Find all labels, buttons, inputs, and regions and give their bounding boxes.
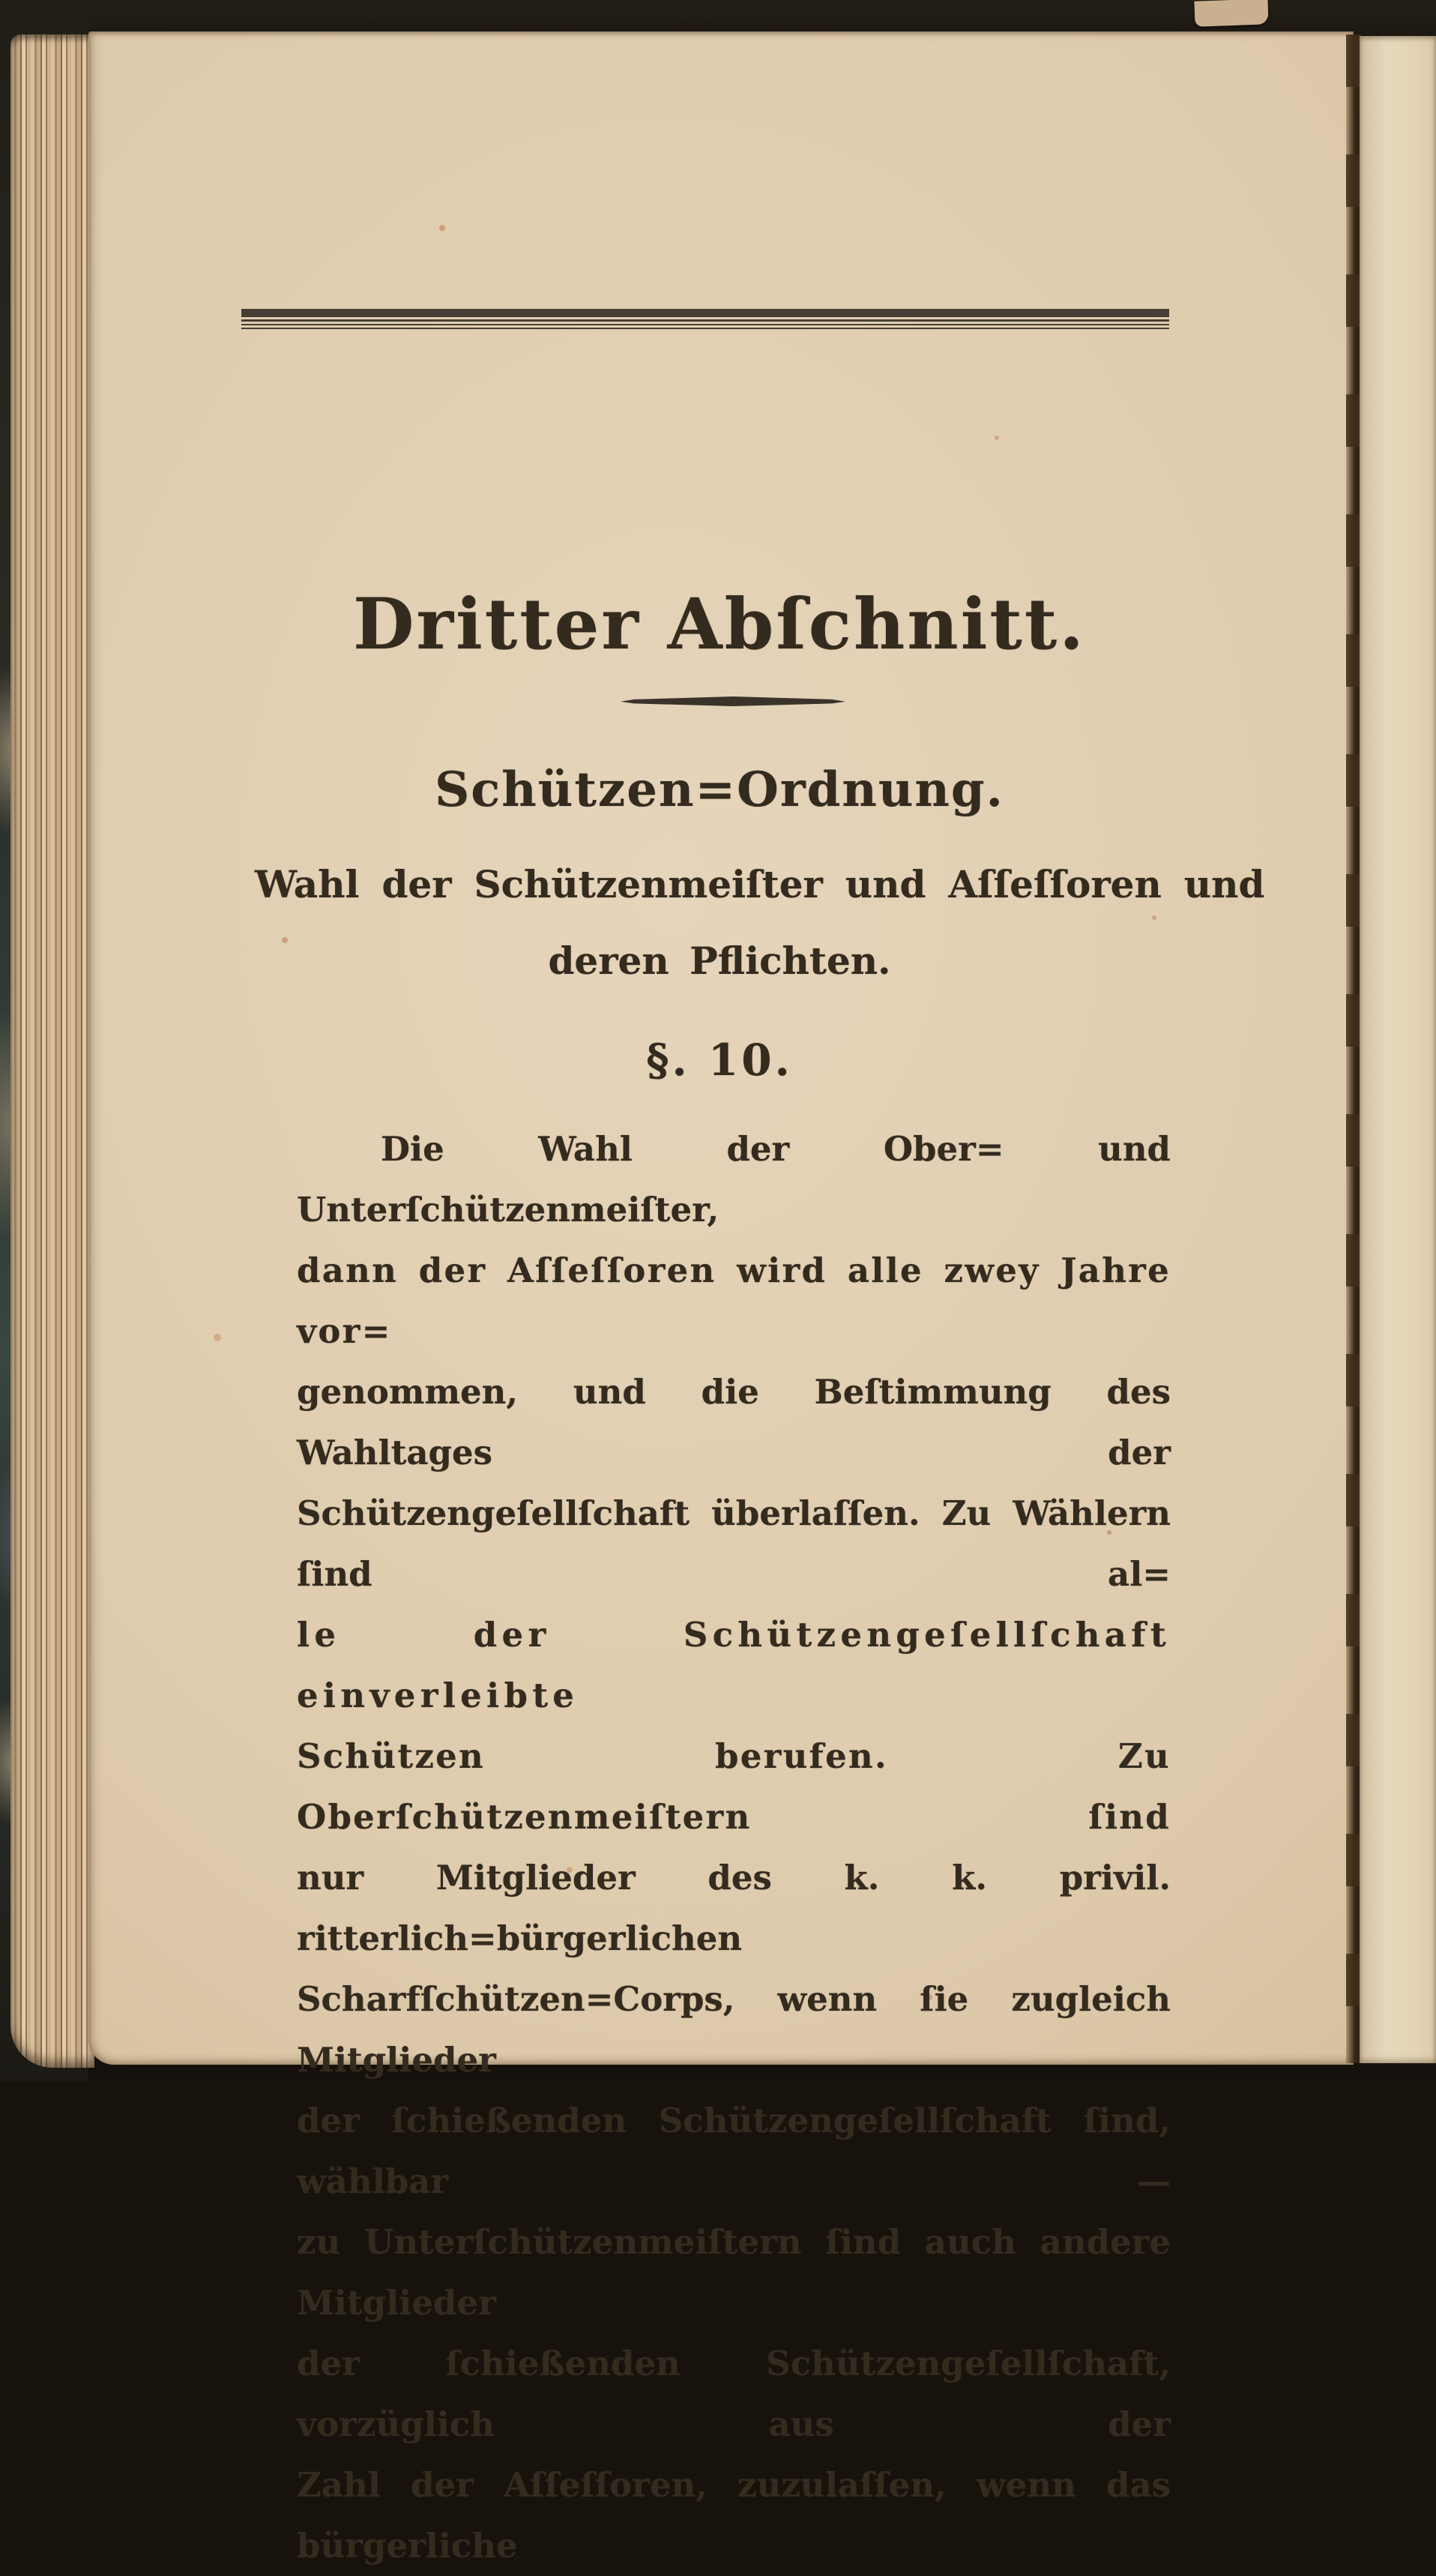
body-line: zu Unterſchützenmeiſtern ſind auch andere Mitglieder [297,2222,1171,2323]
body-line: le der Schützengeſellſchaft einverleibte [297,1615,1171,1715]
body-line: dann der Aſſeſſoren wird alle zwey Jahre vor= [297,1251,1171,1351]
ornamental-top-rule [241,309,1169,331]
body-line: nur Mitglieder des k. k. privil. ritterlich=bürgerlichen [297,1858,1171,1958]
paper-scrap [1194,0,1268,27]
subheading-line-1: Wahl der Schützenmeiſter und Aſſeſſoren und [255,862,1265,906]
body-line: Die Wahl der Ober= und Unterſchützenmeiſter, [297,1129,1171,1230]
paper-specks [88,31,91,34]
chapter-heading: Dritter Abſchnitt. [353,583,1086,666]
body-line: Schützengeſellſchaft überlaſſen. Zu Wählern ſind al= [297,1493,1171,1594]
body-line: Scharfſchützen=Corps, wenn ſie zugleich Mitglieder [297,1979,1171,2080]
body-line: genommen, und die Beſtimmung des Wahltages der [297,1372,1171,1472]
next-page-edge [1360,36,1436,2063]
body-paragraph [297,1119,1171,2576]
torn-page-edge [1346,34,1361,2063]
body-line: Schützen berufen. Zu Oberſchützenmeiſtern ſind [297,1736,1171,1837]
body-line: der ſchießenden Schützengeſellſchaft, vorzüglich aus der [297,2344,1171,2444]
page-stack-fore-edge [10,34,94,2068]
body-line: Zahl der Aſſeſſoren, zuzulaſſen, wenn das bürgerliche [297,2465,1171,2566]
ordinance-title: Schützen=Ordnung. [435,762,1004,818]
section-number: §. 10. [646,1035,793,1086]
body-line: der ſchießenden Schützengeſellſchaft ſind, wählbar — [297,2101,1171,2201]
subheading-line-2: deren Pflichten. [548,939,891,983]
